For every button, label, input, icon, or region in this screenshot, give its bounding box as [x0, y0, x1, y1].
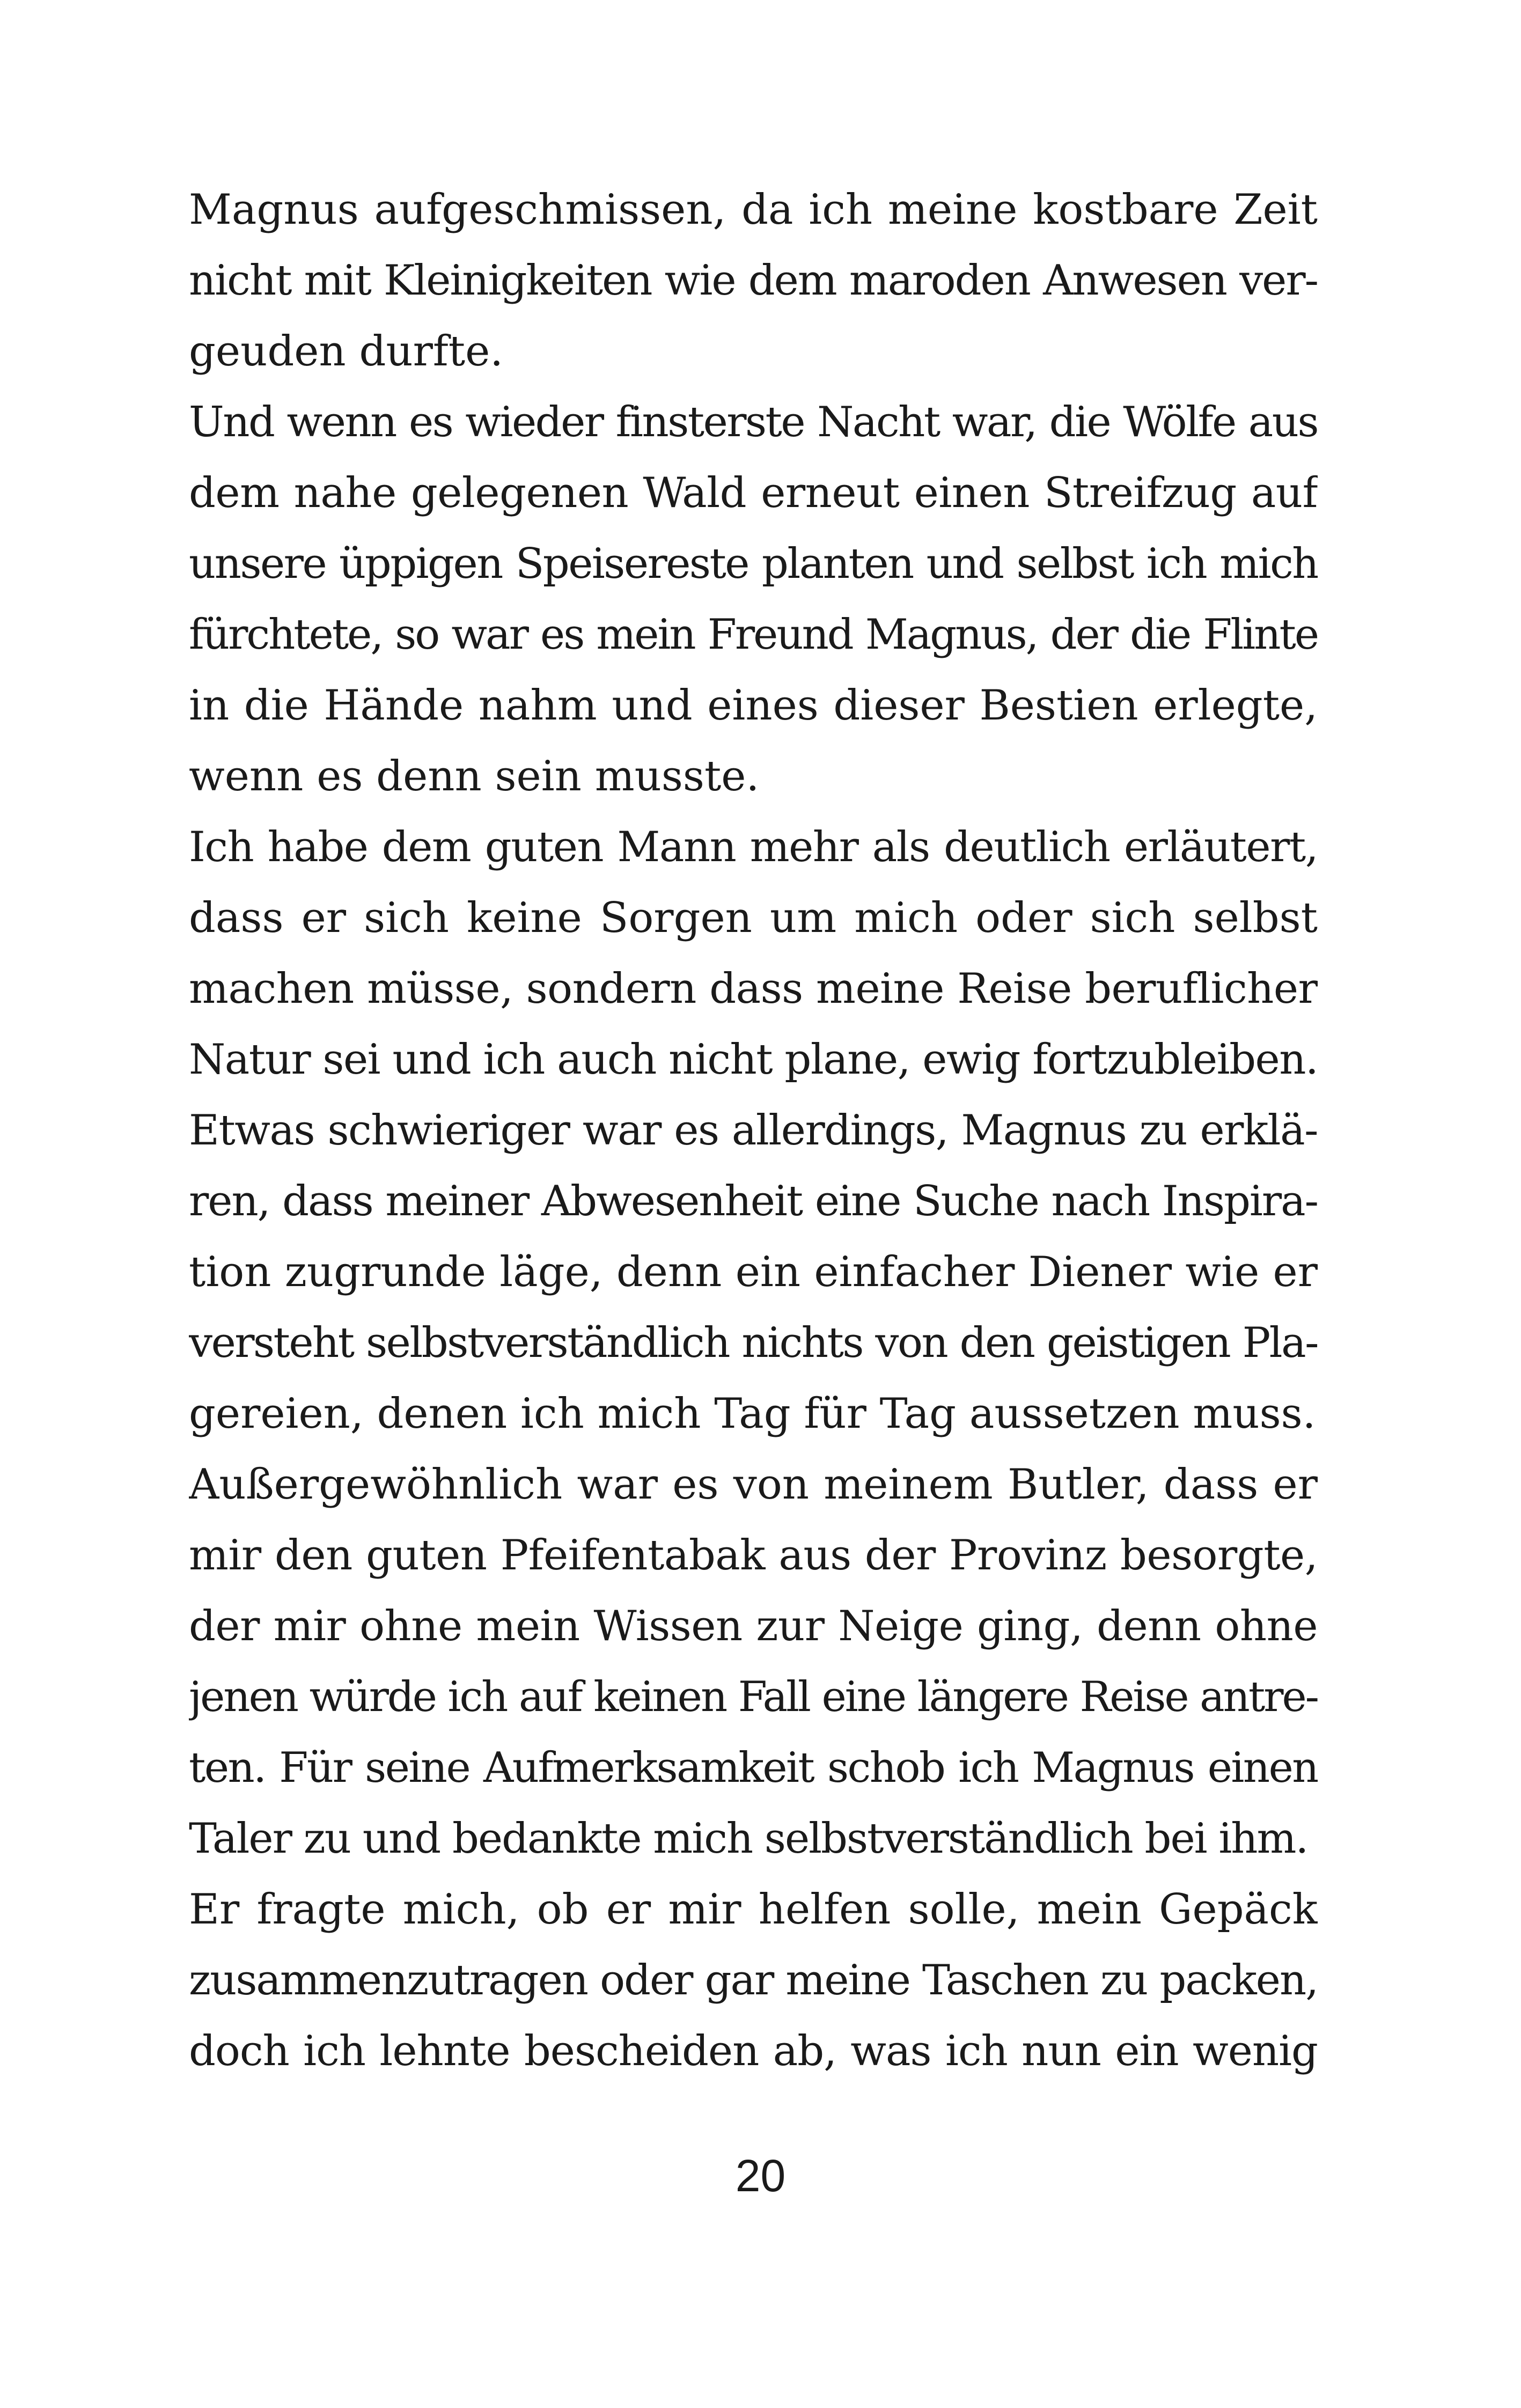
text-line: Außergewöhnlich war es von meinem Butler, dass er — [189, 1460, 1318, 1509]
text-line: jenen würde ich auf keinen Fall eine längere Reise antre- — [189, 1673, 1318, 1721]
text-line: ten. Für seine Aufmerksamkeit schob ich Magnus einen — [189, 1744, 1318, 1792]
text-line: Ich habe dem guten Mann mehr als deutlich erläutert, — [189, 823, 1318, 871]
text-line: wenn es denn sein musste. — [189, 752, 760, 801]
text-line: Taler zu und bedankte mich selbstverständlich bei ihm. — [189, 1815, 1308, 1863]
text-line: zusammenzutragen oder gar meine Taschen zu packen, — [189, 1956, 1318, 2005]
text-line: Er fragte mich, ob er mir helfen solle, mein Gepäck — [189, 1885, 1318, 1934]
text-line: Magnus aufgeschmissen, da ich meine kostbare Zeit — [189, 186, 1318, 234]
text-line: machen müsse, sondern dass meine Reise beruflicher — [189, 965, 1318, 1013]
text-line: Natur sei und ich auch nicht plane, ewig fortzubleiben. — [189, 1036, 1318, 1084]
text-line: mir den guten Pfeifentabak aus der Provinz besorgte, — [189, 1531, 1318, 1580]
text-line: Und wenn es wieder finsterste Nacht war, die Wölfe aus — [189, 398, 1318, 446]
text-line: gereien, denen ich mich Tag für Tag aussetzen muss. — [189, 1390, 1316, 1438]
text-line: dass er sich keine Sorgen um mich oder sich selbst — [189, 894, 1318, 942]
page-number: 20 — [735, 2150, 786, 2201]
text-line: ren, dass meiner Abwesenheit eine Suche nach Inspira- — [189, 1177, 1318, 1225]
text-line: Etwas schwieriger war es allerdings, Magnus zu erklä- — [189, 1106, 1318, 1155]
text-line: dem nahe gelegenen Wald erneut einen Streifzug auf — [189, 469, 1318, 517]
text-line: tion zugrunde läge, denn ein einfacher Diener wie er — [189, 1248, 1318, 1296]
text-line: doch ich lehnte bescheiden ab, was ich nun ein wenig — [189, 2027, 1318, 2075]
text-line: fürchtete, so war es mein Freund Magnus, der die Flinte — [189, 611, 1318, 659]
body-text — [189, 174, 1318, 2087]
text-line: geuden durfte. — [189, 327, 504, 376]
text-line: nicht mit Kleinigkeiten wie dem maroden Anwesen ver- — [189, 256, 1318, 305]
text-line: unsere üppigen Speisereste planten und selbst ich mich — [189, 540, 1318, 588]
text-line: der mir ohne mein Wissen zur Neige ging, denn ohne — [189, 1602, 1318, 1650]
text-line: versteht selbstverständlich nichts von den geistigen Pla- — [189, 1319, 1318, 1367]
text-line: in die Hände nahm und eines dieser Bestien erlegte, — [189, 681, 1318, 730]
